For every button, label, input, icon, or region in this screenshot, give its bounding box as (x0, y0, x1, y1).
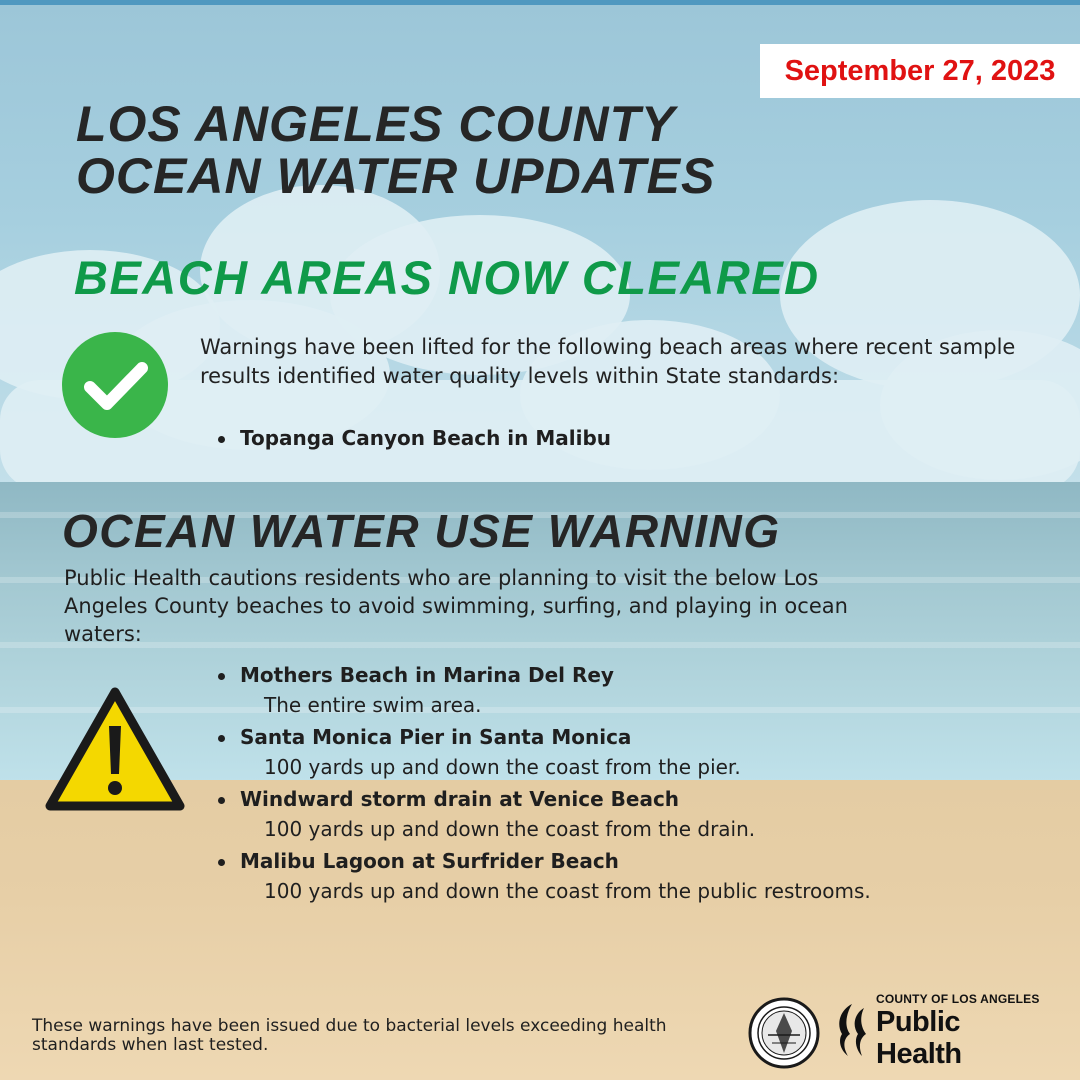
list-item: Topanga Canyon Beach in Malibu (218, 423, 611, 453)
warning-triangle-icon (44, 686, 186, 814)
beach-detail: The entire swim area. (264, 693, 482, 717)
logo-name-text: Public Health (876, 1006, 962, 1070)
top-border (0, 0, 1080, 5)
title-line-1: LOS ANGELES COUNTY (76, 96, 676, 152)
beach-name: Windward storm drain at Venice Beach (240, 787, 680, 811)
title-line-2: OCEAN WATER UPDATES (76, 148, 716, 204)
beach-name: Malibu Lagoon at Surfrider Beach (240, 849, 619, 873)
warning-description: Public Health cautions residents who are planning to visit the below Los Angeles County beaches to avoid swimming, surfing, and playing in ocean waters: (64, 566, 848, 646)
list-item (218, 846, 1038, 906)
list-item (218, 660, 1038, 720)
public-health-mark-icon (830, 1000, 872, 1062)
county-seal-logo (748, 997, 820, 1069)
page-title (76, 98, 836, 202)
public-health-logo (830, 992, 1050, 1070)
cleared-beach-list (218, 423, 611, 453)
checkmark-icon (62, 332, 168, 438)
beach-detail: 100 yards up and down the coast from the pier. (264, 755, 741, 779)
beach-name: Mothers Beach in Marina Del Rey (240, 663, 614, 687)
beach-name: Santa Monica Pier in Santa Monica (240, 725, 632, 749)
cleared-heading: BEACH AREAS NOW CLEARED (74, 251, 820, 304)
beach-detail: 100 yards up and down the coast from the public restrooms. (264, 879, 871, 903)
list-item (218, 722, 1038, 782)
date-badge (760, 44, 1080, 98)
warning-heading: OCEAN WATER USE WARNING (62, 505, 781, 557)
cleared-description: Warnings have been lifted for the following beach areas where recent sample results identified water quality levels within State standards: (200, 335, 1016, 388)
list-item (218, 784, 1038, 844)
footer-note: These warnings have been issued due to bacterial levels exceeding health standards when last tested. (32, 1016, 667, 1055)
warning-beach-list (218, 660, 1038, 908)
date-text: September 27, 2023 (784, 54, 1056, 87)
beach-detail: 100 yards up and down the coast from the drain. (264, 817, 756, 841)
logo-county-text: COUNTY OF LOS ANGELES (876, 992, 1040, 1006)
